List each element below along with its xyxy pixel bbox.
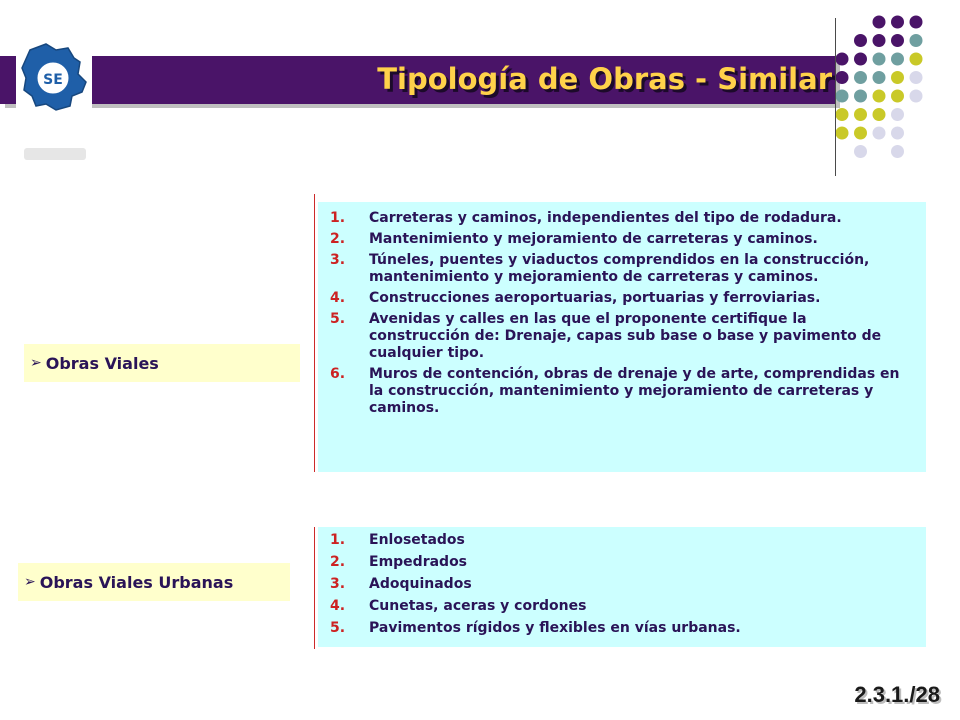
decorative-dot xyxy=(891,108,904,121)
list-item-number: 1. xyxy=(330,532,346,548)
decorative-dot xyxy=(836,90,849,103)
decorative-dot xyxy=(836,53,849,66)
decorative-dot xyxy=(891,145,904,158)
list-item-text: Túneles, puentes y viaductos comprendidos en la construcción, mantenimiento y mejoramiento de carreteras y caminos. xyxy=(369,252,870,285)
list-item xyxy=(330,598,912,615)
slide-number: 2.3.1./28 xyxy=(854,682,940,707)
decorative-dot xyxy=(873,90,886,103)
section-label-obras-viales xyxy=(24,344,300,382)
list-item-text: Pavimentos rígidos y flexibles en vías urbanas. xyxy=(369,620,741,636)
arrow-bullet-icon: ➢ xyxy=(24,574,36,590)
decorative-dot xyxy=(910,71,923,84)
list-item-text: Adoquinados xyxy=(369,576,472,592)
section-label-obras-viales-urbanas xyxy=(18,563,290,601)
numbered-list xyxy=(330,210,912,417)
section-label-text: Obras Viales Urbanas xyxy=(39,572,234,592)
list-item-text: Enlosetados xyxy=(369,532,465,548)
decorative-dot xyxy=(836,108,849,121)
header-divider xyxy=(835,18,836,176)
decorative-dot xyxy=(910,90,923,103)
list-item xyxy=(330,576,912,593)
list-item-number: 4. xyxy=(330,598,346,614)
list-item xyxy=(330,311,912,362)
list-item xyxy=(330,554,912,571)
decorative-dot xyxy=(873,108,886,121)
decorative-dot xyxy=(891,71,904,84)
list-item-number: 1. xyxy=(330,210,346,226)
decorative-dot xyxy=(854,108,867,121)
decorative-dot xyxy=(873,34,886,47)
list-item-text: Mantenimiento y mejoramiento de carreteras y caminos. xyxy=(369,231,818,247)
list-item xyxy=(330,290,912,307)
decorative-dot xyxy=(854,53,867,66)
decorative-dot xyxy=(891,34,904,47)
list-item-number: 5. xyxy=(330,311,346,327)
decorative-dot xyxy=(836,127,849,140)
list-item-number: 5. xyxy=(330,620,346,636)
section-divider-line xyxy=(314,194,315,472)
list-item-number: 3. xyxy=(330,252,346,268)
decorative-dot xyxy=(910,53,923,66)
list-item-number: 4. xyxy=(330,290,346,306)
list-item-text: Muros de contención, obras de drenaje y de arte, comprendidas en la construcción, mantenimiento y mejoramiento de carreteras y caminos. xyxy=(369,366,900,416)
decorative-dot xyxy=(873,71,886,84)
logo xyxy=(16,40,92,116)
numbered-list xyxy=(330,532,912,637)
list-item-text: Empedrados xyxy=(369,554,468,570)
arrow-bullet-icon: ➢ xyxy=(30,355,42,371)
list-item-number: 2. xyxy=(330,231,346,247)
list-item xyxy=(330,620,912,637)
decorative-dot xyxy=(854,90,867,103)
decorative-dot xyxy=(891,16,904,29)
list-item xyxy=(330,532,912,549)
decorative-dot xyxy=(873,16,886,29)
decorative-dot xyxy=(854,127,867,140)
svg-text:SE: SE xyxy=(43,72,63,88)
section-content-obras-viales-urbanas xyxy=(318,527,926,647)
decorative-dot xyxy=(854,34,867,47)
decorative-dot xyxy=(891,90,904,103)
decorative-dot xyxy=(910,16,923,29)
decorative-ghost-mark xyxy=(24,148,86,160)
list-item xyxy=(330,231,912,248)
list-item-text: Construcciones aeroportuarias, portuarias y ferroviarias. xyxy=(369,290,821,306)
list-item xyxy=(330,252,912,286)
list-item-text: Cunetas, aceras y cordones xyxy=(369,598,587,614)
bolivia-map-logo-icon xyxy=(16,40,92,116)
list-item-text: Carreteras y caminos, independientes del tipo de rodadura. xyxy=(369,210,842,226)
decorative-dot xyxy=(873,53,886,66)
decorative-dot xyxy=(854,145,867,158)
list-item xyxy=(330,366,912,417)
list-item-number: 6. xyxy=(330,366,346,382)
page-title: Tipología de Obras - Similar xyxy=(377,62,832,96)
list-item-number: 2. xyxy=(330,554,346,570)
section-content-obras-viales xyxy=(318,202,926,472)
section-label-text: Obras Viales xyxy=(45,353,159,373)
list-item-text: Avenidas y calles en las que el proponente certifique la construcción de: Drenaje, capas sub base o base y pavimento de cualquier tipo. xyxy=(369,311,882,361)
list-item xyxy=(330,210,912,227)
decorative-dot xyxy=(854,71,867,84)
decorative-dot xyxy=(836,71,849,84)
list-item-number: 3. xyxy=(330,576,346,592)
decorative-dot xyxy=(910,34,923,47)
decorative-dot xyxy=(873,127,886,140)
decorative-dot xyxy=(891,53,904,66)
section-divider-line xyxy=(314,527,315,649)
decorative-dot xyxy=(891,127,904,140)
